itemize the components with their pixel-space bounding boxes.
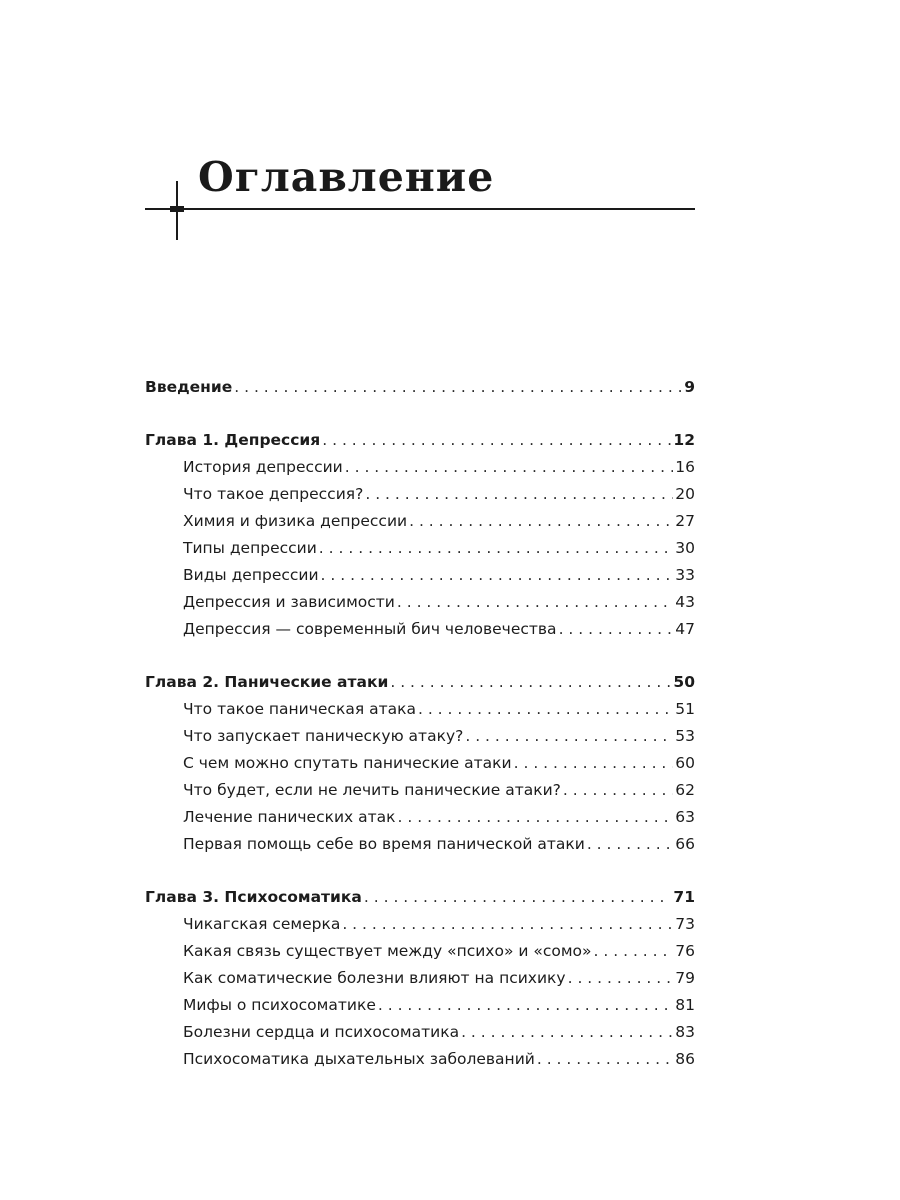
toc-subsection-entry-page-number: 63 [675,808,695,826]
toc-chapter-entry [145,884,695,911]
dot-leader [465,723,673,750]
toc-subsection-entry [145,481,695,508]
toc-chapter-entry-label: Глава 3. Психосоматика [145,888,362,906]
toc-chapter-entry-label: Введение [145,378,233,396]
toc-subsection-entry-label: Психосоматика дыхательных заболеваний [183,1050,535,1068]
toc-subsection-entry-page-number: 27 [675,512,695,530]
toc-subsection-entry-label: Мифы о психосоматике [183,996,376,1014]
toc-subsection-entry-page-number: 51 [675,700,695,718]
toc-subsection-entry-page-number: 79 [675,969,695,987]
dot-leader [418,696,673,723]
toc-subsection-entry-page-number: 66 [675,835,695,853]
toc-chapter-entry [145,669,695,696]
toc-subsection-entry [145,454,695,481]
dot-leader [390,669,671,696]
toc-subsection-entry-page-number: 53 [675,727,695,745]
title-crosshair-tick [170,206,184,212]
dot-leader [537,1046,673,1073]
toc-subsection-entry [145,831,695,858]
dot-leader [461,1019,673,1046]
toc-subsection-entry-label: Что такое паническая атака [183,700,416,718]
title-rule [145,208,695,210]
dot-leader [563,777,673,804]
toc-chapter-entry-page-number: 9 [684,378,695,396]
toc-subsection-entry [145,589,695,616]
dot-leader [398,804,674,831]
toc-subsection-entry-page-number: 20 [675,485,695,503]
toc-chapter-entry-page-number: 12 [673,431,695,449]
toc-subsection-entry-page-number: 62 [675,781,695,799]
dot-leader [594,938,674,965]
toc-subsection-entry-page-number: 73 [675,915,695,933]
dot-leader [587,831,673,858]
dot-leader [234,374,682,401]
toc-subsection-entry [145,804,695,831]
dot-leader [378,992,673,1019]
toc-subsection-entry-label: Что такое депрессия? [183,485,364,503]
toc-subsection-entry-label: Депрессия и зависимости [183,593,395,611]
toc-subsection-entry-page-number: 86 [675,1050,695,1068]
toc-chapter-entry [145,427,695,454]
toc-subsection-entry-page-number: 43 [675,593,695,611]
toc-subsection-entry [145,696,695,723]
toc-subsection-entry [145,616,695,643]
toc-subsection-entry-label: Чикагская семерка [183,915,341,933]
toc-subsection-entry [145,965,695,992]
toc-chapter-entry-label: Глава 2. Панические атаки [145,673,389,691]
toc-chapter-entry-label: Глава 1. Депрессия [145,431,321,449]
toc-section [145,669,695,858]
dot-leader [397,589,673,616]
toc-subsection-entry-label: Что запускает паническую атаку? [183,727,464,745]
dot-leader [514,750,674,777]
toc-subsection-entry-label: Лечение панических атак [183,808,396,826]
page-title: Оглавление [198,153,495,201]
toc-subsection-entry-label: С чем можно спутать панические атаки [183,754,512,772]
toc-chapter-entry-page-number: 71 [673,888,695,906]
toc-subsection-entry-label: Виды депрессии [183,566,319,584]
table-of-contents [145,374,695,1099]
toc-subsection-entry-page-number: 81 [675,996,695,1014]
toc-subsection-entry [145,723,695,750]
toc-subsection-entry-label: Что будет, если не лечить панические атаки? [183,781,561,799]
toc-chapter-entry-page-number: 50 [673,673,695,691]
toc-subsection-entry-label: История депрессии [183,458,343,476]
dot-leader [319,535,673,562]
toc-subsection-entry [145,1019,695,1046]
toc-subsection-entry-label: Болезни сердца и психосоматика [183,1023,460,1041]
toc-subsection-entry-page-number: 60 [675,754,695,772]
toc-subsection-entry-label: Химия и физика депрессии [183,512,408,530]
toc-subsection-entry-label: Типы депрессии [183,539,317,557]
toc-subsection-entry [145,911,695,938]
toc-subsection-entry-page-number: 33 [675,566,695,584]
toc-subsection-entry-page-number: 83 [675,1023,695,1041]
toc-subsection-entry-label: Первая помощь себе во время панической атаки [183,835,585,853]
toc-subsection-entry [145,508,695,535]
dot-leader [409,508,673,535]
toc-subsection-entry [145,1046,695,1073]
toc-section [145,374,695,401]
dot-leader [364,884,672,911]
toc-chapter-entry [145,374,695,401]
toc-subsection-entry-page-number: 76 [675,942,695,960]
toc-subsection-entry-label: Депрессия — современный бич человечества [183,620,557,638]
toc-subsection-entry-label: Как соматические болезни влияют на психику [183,969,566,987]
toc-section [145,427,695,643]
toc-subsection-entry [145,992,695,1019]
toc-section [145,884,695,1073]
toc-subsection-entry-page-number: 47 [675,620,695,638]
toc-subsection-entry-page-number: 16 [675,458,695,476]
dot-leader [342,911,673,938]
dot-leader [568,965,674,992]
dot-leader [345,454,674,481]
dot-leader [321,562,674,589]
toc-subsection-entry [145,750,695,777]
dot-leader [365,481,673,508]
toc-subsection-entry [145,938,695,965]
toc-subsection-entry-page-number: 30 [675,539,695,557]
dot-leader [322,427,671,454]
toc-subsection-entry [145,562,695,589]
toc-subsection-entry [145,777,695,804]
toc-subsection-entry-label: Какая связь существует между «психо» и «сомо» [183,942,592,960]
toc-subsection-entry [145,535,695,562]
dot-leader [559,616,674,643]
